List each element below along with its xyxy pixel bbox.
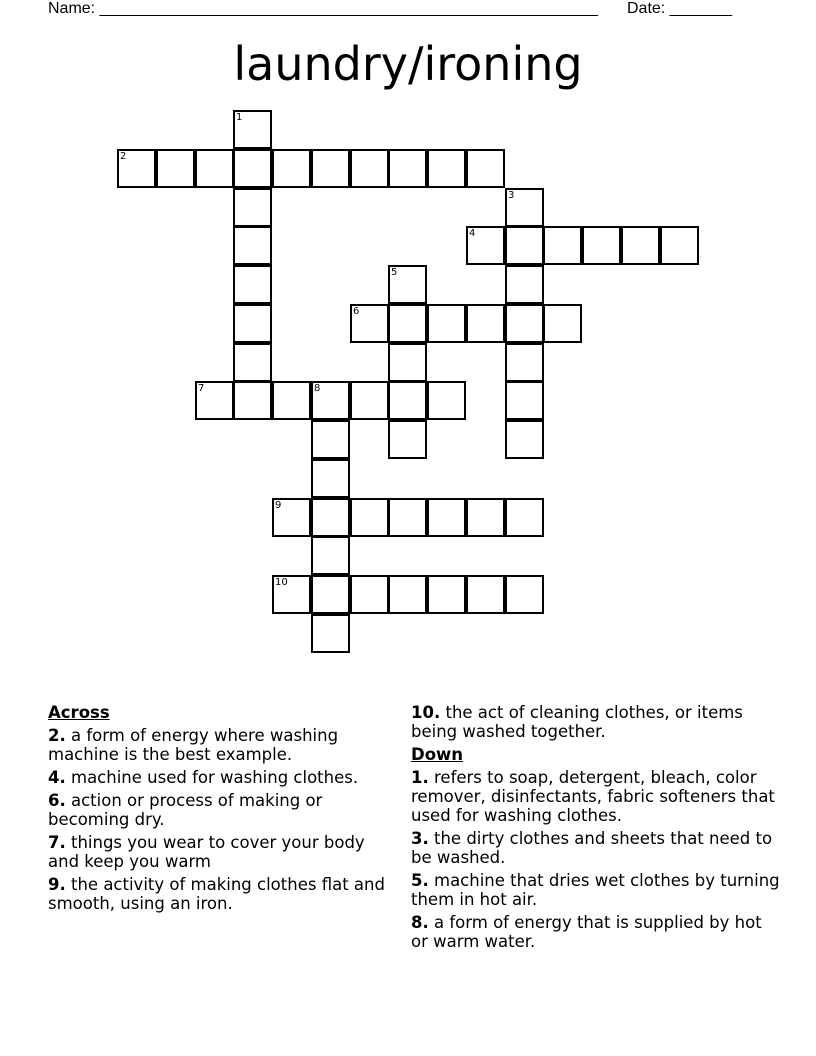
clue-text: things you wear to cover your body and keep you warm	[48, 833, 365, 871]
clue-text: machine that dries wet clothes by turning them in hot air.	[411, 871, 780, 909]
crossword-cell[interactable]	[543, 226, 582, 265]
crossword-cell[interactable]	[505, 343, 544, 382]
crossword-cell[interactable]	[233, 304, 272, 343]
crossword-cell[interactable]	[350, 304, 389, 343]
crossword-cell[interactable]	[388, 381, 427, 420]
clue-number: 9.	[48, 875, 66, 894]
crossword-cell[interactable]	[350, 149, 389, 188]
crossword-cell[interactable]	[233, 110, 272, 149]
cell-number: 1	[236, 112, 243, 123]
clues-right-column	[411, 703, 781, 955]
crossword-cell[interactable]	[505, 226, 544, 265]
clue-number: 6.	[48, 791, 66, 810]
crossword-cell[interactable]	[505, 265, 544, 304]
crossword-cell[interactable]	[543, 304, 582, 343]
crossword-cell[interactable]	[427, 149, 466, 188]
crossword-cell[interactable]	[621, 226, 660, 265]
clue-text: machine used for washing clothes.	[65, 768, 359, 787]
crossword-cell[interactable]	[233, 265, 272, 304]
crossword-cell[interactable]	[388, 420, 427, 459]
crossword-cell[interactable]	[427, 381, 466, 420]
cell-number: 4	[469, 228, 476, 239]
cell-number: 6	[353, 306, 360, 317]
crossword-cell[interactable]	[427, 304, 466, 343]
crossword-cell[interactable]	[272, 498, 311, 537]
crossword-cell[interactable]	[505, 575, 544, 614]
clue-down-8	[411, 913, 781, 951]
crossword-cell[interactable]	[156, 149, 195, 188]
cell-number: 2	[120, 151, 127, 162]
crossword-cell[interactable]	[311, 498, 350, 537]
crossword-cell[interactable]	[466, 226, 505, 265]
clue-text: a form of energy that is supplied by hot or warm water.	[411, 913, 762, 951]
crossword-cell[interactable]	[466, 304, 505, 343]
crossword-cell[interactable]	[388, 149, 427, 188]
clue-number: 8.	[411, 913, 429, 932]
crossword-cell[interactable]	[505, 188, 544, 227]
clue-down-5	[411, 871, 781, 909]
clue-number: 7.	[48, 833, 66, 852]
crossword-cell[interactable]	[505, 420, 544, 459]
cell-number: 8	[314, 383, 321, 394]
cell-number: 3	[508, 190, 515, 201]
crossword-cell[interactable]	[233, 226, 272, 265]
crossword-cell[interactable]	[195, 149, 234, 188]
crossword-cell[interactable]	[350, 381, 389, 420]
crossword-cell[interactable]	[350, 575, 389, 614]
clue-across-10	[411, 703, 781, 741]
cell-number: 10	[275, 577, 288, 588]
crossword-cell[interactable]	[505, 381, 544, 420]
crossword-cell[interactable]	[117, 149, 156, 188]
crossword-cell[interactable]	[466, 149, 505, 188]
clue-number: 10.	[411, 703, 441, 722]
clue-across-9	[48, 875, 398, 913]
crossword-cell[interactable]	[388, 575, 427, 614]
crossword-cell[interactable]	[272, 381, 311, 420]
clue-text: action or process of making or becoming dry.	[48, 791, 323, 829]
clue-across-4	[48, 768, 398, 787]
crossword-cell[interactable]	[311, 420, 350, 459]
clue-number: 5.	[411, 871, 429, 890]
clue-across-7	[48, 833, 398, 871]
crossword-cell[interactable]	[233, 381, 272, 420]
clue-down-3	[411, 829, 781, 867]
crossword-cell[interactable]	[350, 498, 389, 537]
clue-text: a form of energy where washing machine is the best example.	[48, 726, 339, 764]
crossword-cell[interactable]	[311, 536, 350, 575]
crossword-cell[interactable]	[195, 381, 234, 420]
crossword-cell[interactable]	[427, 498, 466, 537]
crossword-cell[interactable]	[427, 575, 466, 614]
crossword-cell[interactable]	[233, 343, 272, 382]
down-heading: Down	[411, 745, 464, 764]
clue-down-1	[411, 768, 781, 825]
across-heading: Across	[48, 703, 110, 722]
crossword-cell[interactable]	[660, 226, 699, 265]
crossword-cell[interactable]	[505, 498, 544, 537]
page-title: laundry/ironing	[233, 37, 583, 91]
cell-number: 9	[275, 500, 282, 511]
clue-number: 3.	[411, 829, 429, 848]
crossword-cell[interactable]	[466, 498, 505, 537]
crossword-cell[interactable]	[311, 614, 350, 653]
clue-text: refers to soap, detergent, bleach, color remover, disinfectants, fabric softeners that used for washing clothes.	[411, 768, 775, 825]
clue-across-6	[48, 791, 398, 829]
clue-text: the dirty clothes and sheets that need to be washed.	[411, 829, 773, 867]
clue-number: 2.	[48, 726, 66, 745]
crossword-cell[interactable]	[311, 459, 350, 498]
cell-number: 5	[391, 267, 398, 278]
clue-number: 4.	[48, 768, 66, 787]
crossword-cell[interactable]	[466, 575, 505, 614]
crossword-cell[interactable]	[311, 149, 350, 188]
clue-number: 1.	[411, 768, 429, 787]
clue-across-2	[48, 726, 398, 764]
crossword-cell[interactable]	[233, 149, 272, 188]
clue-text: the act of cleaning clothes, or items being washed together.	[411, 703, 743, 741]
crossword-cell[interactable]	[311, 575, 350, 614]
crossword-cell[interactable]	[311, 381, 350, 420]
crossword-cell[interactable]	[233, 188, 272, 227]
crossword-cell[interactable]	[388, 304, 427, 343]
clue-text: the activity of making clothes flat and smooth, using an iron.	[48, 875, 385, 913]
date-field-label[interactable]: Date: _______	[627, 0, 732, 17]
crossword-cell[interactable]	[505, 304, 544, 343]
crossword-cell[interactable]	[388, 343, 427, 382]
crossword-cell[interactable]	[582, 226, 621, 265]
crossword-cell[interactable]	[272, 149, 311, 188]
cell-number: 7	[198, 383, 205, 394]
name-field-label[interactable]: Name: ________________________________________________________	[48, 0, 598, 17]
clues-left-column	[48, 703, 398, 917]
crossword-cell[interactable]	[388, 498, 427, 537]
crossword-cell[interactable]	[388, 265, 427, 304]
crossword-cell[interactable]	[272, 575, 311, 614]
